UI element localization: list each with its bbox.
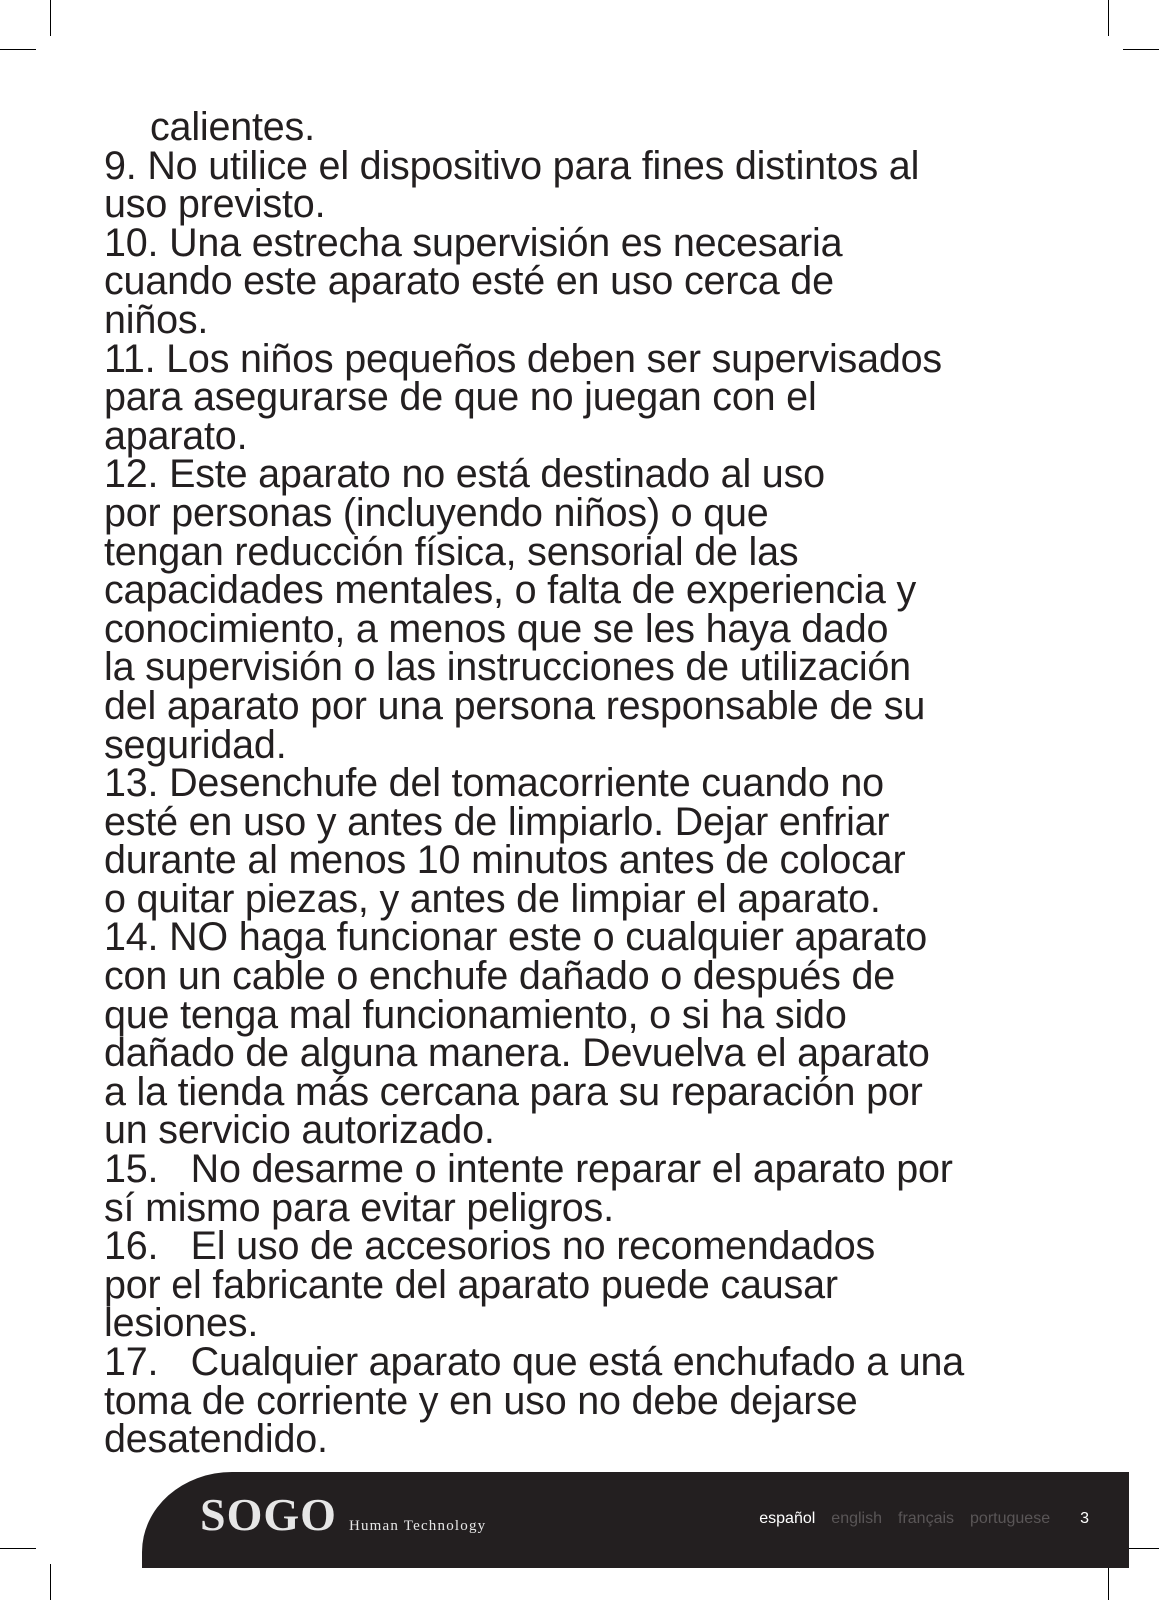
item-text: El uso de accesorios no recomendados: [190, 1224, 876, 1269]
item-text-continuation: uso previsto.: [104, 182, 326, 227]
item-text-continuation: esté en uso y antes de limpiarlo. Dejar enfriar: [104, 799, 890, 844]
list-item: [104, 761, 1084, 921]
item-text-continuation: sí mismo para evitar peligros.: [104, 1185, 614, 1230]
list-item: [104, 1224, 1084, 1346]
list-item-first-line: [104, 915, 1084, 960]
item-text: No utilice el dispositivo para fines distintos al: [147, 143, 920, 188]
list-item: [104, 336, 1084, 458]
item-text: Cualquier aparato que está enchufado a una: [190, 1340, 965, 1384]
item-text-continuation: tengan reducción física, sensorial de las: [104, 529, 799, 574]
brand-tagline: Human Technology: [348, 1518, 487, 1534]
item-number: 13.: [104, 761, 170, 806]
list-item-first-line: [104, 143, 1084, 188]
lang-english[interactable]: english: [831, 1510, 882, 1527]
item-text-continuation: que tenga mal funcionamiento, o si ha sido: [104, 992, 847, 1037]
list-item-first-line: [104, 1340, 1084, 1384]
list-item-first-line: [104, 1147, 1084, 1192]
item-text-continuation: seguridad.: [104, 722, 287, 767]
list-item: [104, 143, 1084, 227]
list-item: [104, 220, 1084, 342]
crop-mark-top-right-v: [1108, 0, 1109, 36]
item-text-continuation: desatendido.: [104, 1417, 328, 1462]
lang-portuguese[interactable]: portuguese: [970, 1510, 1051, 1527]
list-item-first-line: [104, 452, 1084, 497]
item-number: 11.: [104, 336, 167, 381]
item-text: Desenchufe del tomacorriente cuando no: [169, 761, 884, 806]
item-number: 12.: [104, 452, 170, 497]
item-text: Una estrecha supervisión es necesaria: [169, 220, 843, 265]
item-text-continuation: conocimiento, a menos que se les haya dado: [104, 606, 889, 651]
item-text-continuation: durante al menos 10 minutos antes de colocar: [104, 838, 906, 883]
item-text-continuation: para asegurarse de que no juegan con el: [104, 375, 817, 420]
item-text-continuation: aparato.: [104, 413, 248, 458]
item-text-continuation: o quitar piezas, y antes de limpiar el aparato.: [104, 876, 881, 921]
item-text-continuation: lesiones.: [104, 1301, 259, 1346]
brand: [200, 1488, 486, 1541]
item-text: Los niños pequeños deben ser supervisados: [166, 336, 942, 381]
item-text: NO haga funcionar este o cualquier aparato: [169, 915, 928, 960]
item-number: 15.: [104, 1147, 191, 1192]
item-text-continuation: niños.: [104, 297, 209, 342]
continuation-line: calientes.: [150, 105, 315, 149]
crop-mark-bottom-left-h: [0, 1548, 36, 1549]
list-item: [104, 915, 1084, 1153]
page-number: 3: [1080, 1510, 1089, 1527]
footer-bar: [142, 1472, 1129, 1568]
item-text-continuation: cuando este aparato esté en uso cerca de: [104, 259, 834, 304]
item-text-continuation: del aparato por una persona responsable de su: [104, 683, 926, 728]
list-item-first-line: [104, 220, 1084, 265]
item-text: No desarme o intente reparar el aparato por: [190, 1147, 953, 1192]
item-text-continuation: por personas (incluyendo niños) o que: [104, 490, 769, 535]
item-text: Este aparato no está destinado al uso: [169, 452, 825, 497]
list-item: [104, 452, 1084, 767]
item-text-continuation: la supervisión o las instrucciones de utilización: [104, 645, 911, 690]
item-text-continuation: capacidades mentales, o falta de experiencia y: [104, 568, 917, 613]
list-item-first-line: [104, 336, 1084, 381]
safety-instructions: [104, 105, 1084, 1462]
crop-mark-bottom-right-v: [1108, 1564, 1109, 1600]
item-number: 14.: [104, 915, 170, 960]
brand-logo: SOGO: [200, 1489, 337, 1540]
item-number: 9.: [104, 143, 148, 188]
item-number: 10.: [104, 220, 170, 265]
item-text-continuation: a la tienda más cercana para su reparación por: [104, 1069, 923, 1114]
list-item-first-line: [104, 761, 1084, 806]
lang-espanol[interactable]: español: [759, 1510, 816, 1527]
list-item: [104, 1147, 1084, 1230]
item-text-continuation: con un cable o enchufe dañado o después de: [104, 954, 896, 999]
item-number: 17.: [104, 1340, 191, 1384]
list-item-first-line: [104, 1224, 1084, 1269]
crop-mark-top-right-h: [1123, 49, 1159, 50]
crop-mark-top-left-v: [50, 0, 51, 36]
language-selector: [759, 1510, 1089, 1528]
lang-francais[interactable]: français: [898, 1510, 955, 1527]
list-item: [104, 1340, 1084, 1462]
crop-mark-top-left-h: [0, 49, 36, 50]
item-text-continuation: toma de corriente y en uso no debe dejarse: [104, 1378, 858, 1423]
item-text-continuation: por el fabricante del aparato puede causar: [104, 1262, 838, 1307]
item-number: 16.: [104, 1224, 191, 1269]
instruction-list: [104, 143, 1084, 1462]
item-text-continuation: un servicio autorizado.: [104, 1108, 495, 1153]
crop-mark-bottom-left-v: [50, 1564, 51, 1600]
item-text-continuation: dañado de alguna manera. Devuelva el aparato: [104, 1031, 930, 1076]
